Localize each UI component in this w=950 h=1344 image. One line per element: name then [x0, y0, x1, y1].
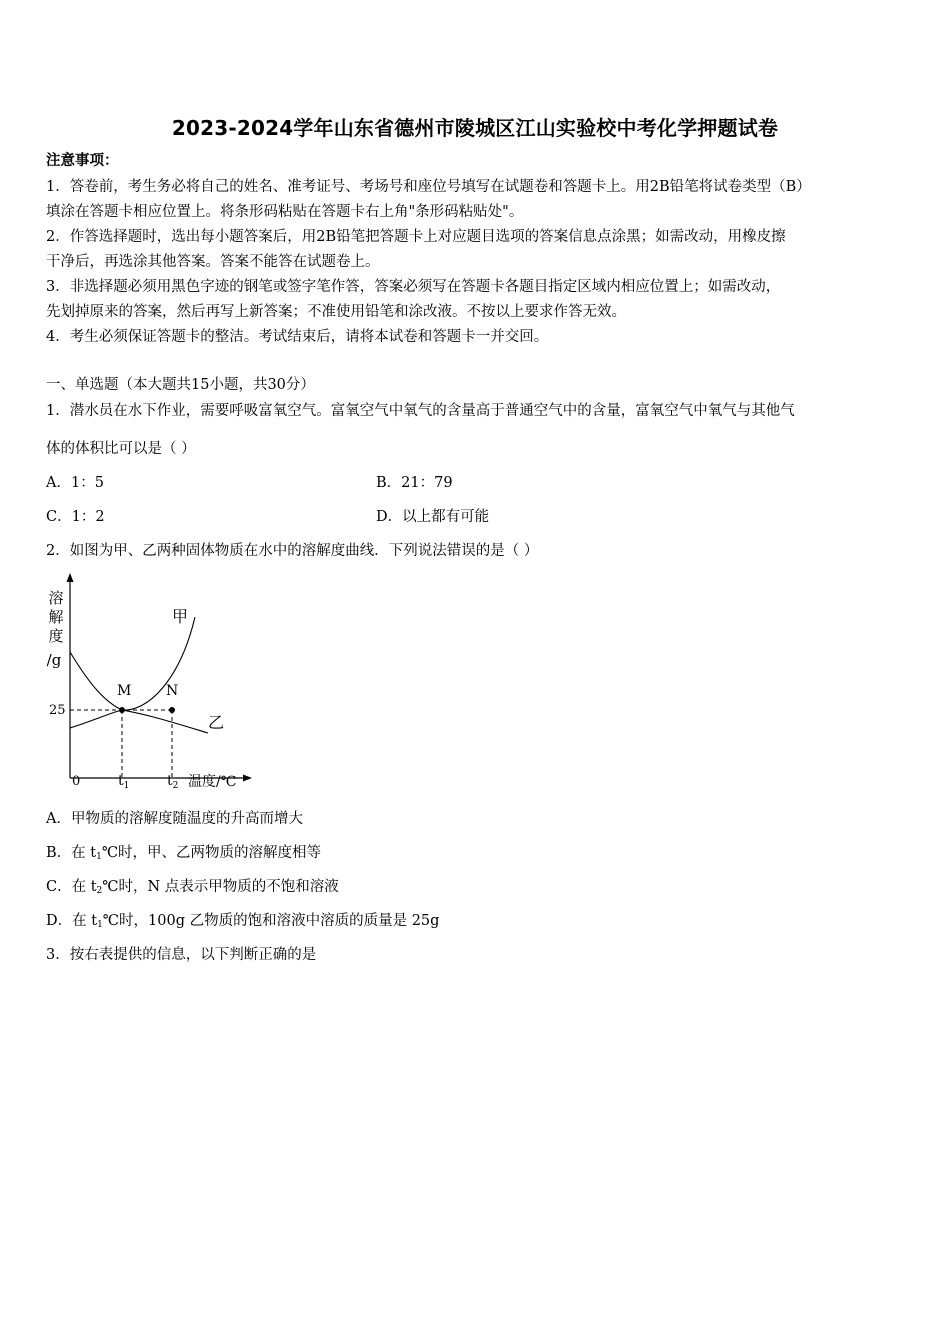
curve-yi: [70, 710, 208, 733]
q1-option-a: A．1：5: [46, 475, 104, 491]
y-tick-25: 25: [49, 703, 66, 718]
notice-line: 先划掉原来的答案，然后再写上新答案；不准使用铅笔和涂改液。不按以上要求作答无效。: [46, 304, 626, 320]
notice-line: 干净后，再选涂其他答案。答案不能答在试题卷上。: [46, 254, 380, 270]
q2-option-a: A．甲物质的溶解度随温度的升高而增大: [46, 811, 303, 827]
curve-jia-label: 甲: [172, 607, 189, 626]
x-origin-label: 0: [72, 774, 81, 789]
point-n: [169, 707, 175, 713]
y-axis-label: 度: [48, 627, 64, 645]
question-3-stem: 3．按右表提供的信息，以下判断正确的是: [46, 947, 317, 963]
x-axis-label: 温度/℃: [188, 774, 237, 790]
x-axis-arrow: [243, 775, 252, 782]
notice-line: 填涂在答题卡相应位置上。将条形码粘贴在答题卡右上角"条形码粘贴处"。: [46, 204, 524, 220]
notice-heading: 注意事项：: [46, 152, 119, 169]
q2-option-c: C．在 $t_2℃$时，N 点表示甲物质的不饱和溶液: [46, 879, 339, 896]
x-tick-t2: $t_2$: [167, 773, 179, 791]
q1-option-b: B．21：79: [376, 475, 453, 491]
point-n-label: N: [166, 683, 179, 699]
y-axis-label: 溶: [48, 589, 64, 607]
notice-line: 2．作答选择题时，选出每小题答案后，用2B铅笔把答题卡上对应题目选项的答案信息点涂黑；如需改动，用橡皮擦: [46, 229, 786, 245]
q2-option-b: B．在 $t_1℃$时，甲、乙两物质的溶解度相等: [46, 845, 322, 862]
y-axis-label: /g: [46, 651, 62, 669]
solubility-curve-figure: [40, 570, 260, 800]
page-title: 2023-2024学年山东省德州市陵城区江山实验校中考化学押题试卷: [171, 116, 779, 140]
y-axis-arrow: [67, 573, 74, 582]
notice-line: 3．非选择题必须用黑色字迹的钢笔或签字笔作答，答案必须写在答题卡各题目指定区域内相应位置上；如需改动，: [46, 279, 781, 295]
x-tick-t1: $t_1$: [118, 773, 130, 791]
question-1-stem-cont: 体的体积比可以是（ ）: [46, 441, 196, 457]
notice-line: 4．考生必须保证答题卡的整洁。考试结束后，请将本试卷和答题卡一并交回。: [46, 329, 549, 345]
point-m: [119, 707, 125, 713]
section-heading: 一、单选题（本大题共15小题，共30分）: [46, 377, 315, 393]
point-m-label: M: [117, 683, 132, 699]
q2-option-d: D．在 $t_1℃$时，100g 乙物质的饱和溶液中溶质的质量是 25g: [46, 913, 440, 930]
q1-option-d: D．以上都有可能: [376, 509, 490, 525]
question-2-stem: 2．如图为甲、乙两种固体物质在水中的溶解度曲线．下列说法错误的是（ ）: [46, 543, 539, 559]
q1-option-c: C．1：2: [46, 509, 105, 525]
question-1-stem: 1．潜水员在水下作业，需要呼吸富氧空气。富氧空气中氧气的含量高于普通空气中的含量，富氧空气中氧气与其他气: [46, 403, 795, 419]
curve-yi-label: 乙: [208, 713, 225, 732]
y-axis-label: 解: [48, 608, 64, 626]
notice-line: 1．答卷前，考生务必将自己的姓名、准考证号、考场号和座位号填写在试题卷和答题卡上。用2B铅笔将试卷类型（B）: [46, 179, 811, 195]
